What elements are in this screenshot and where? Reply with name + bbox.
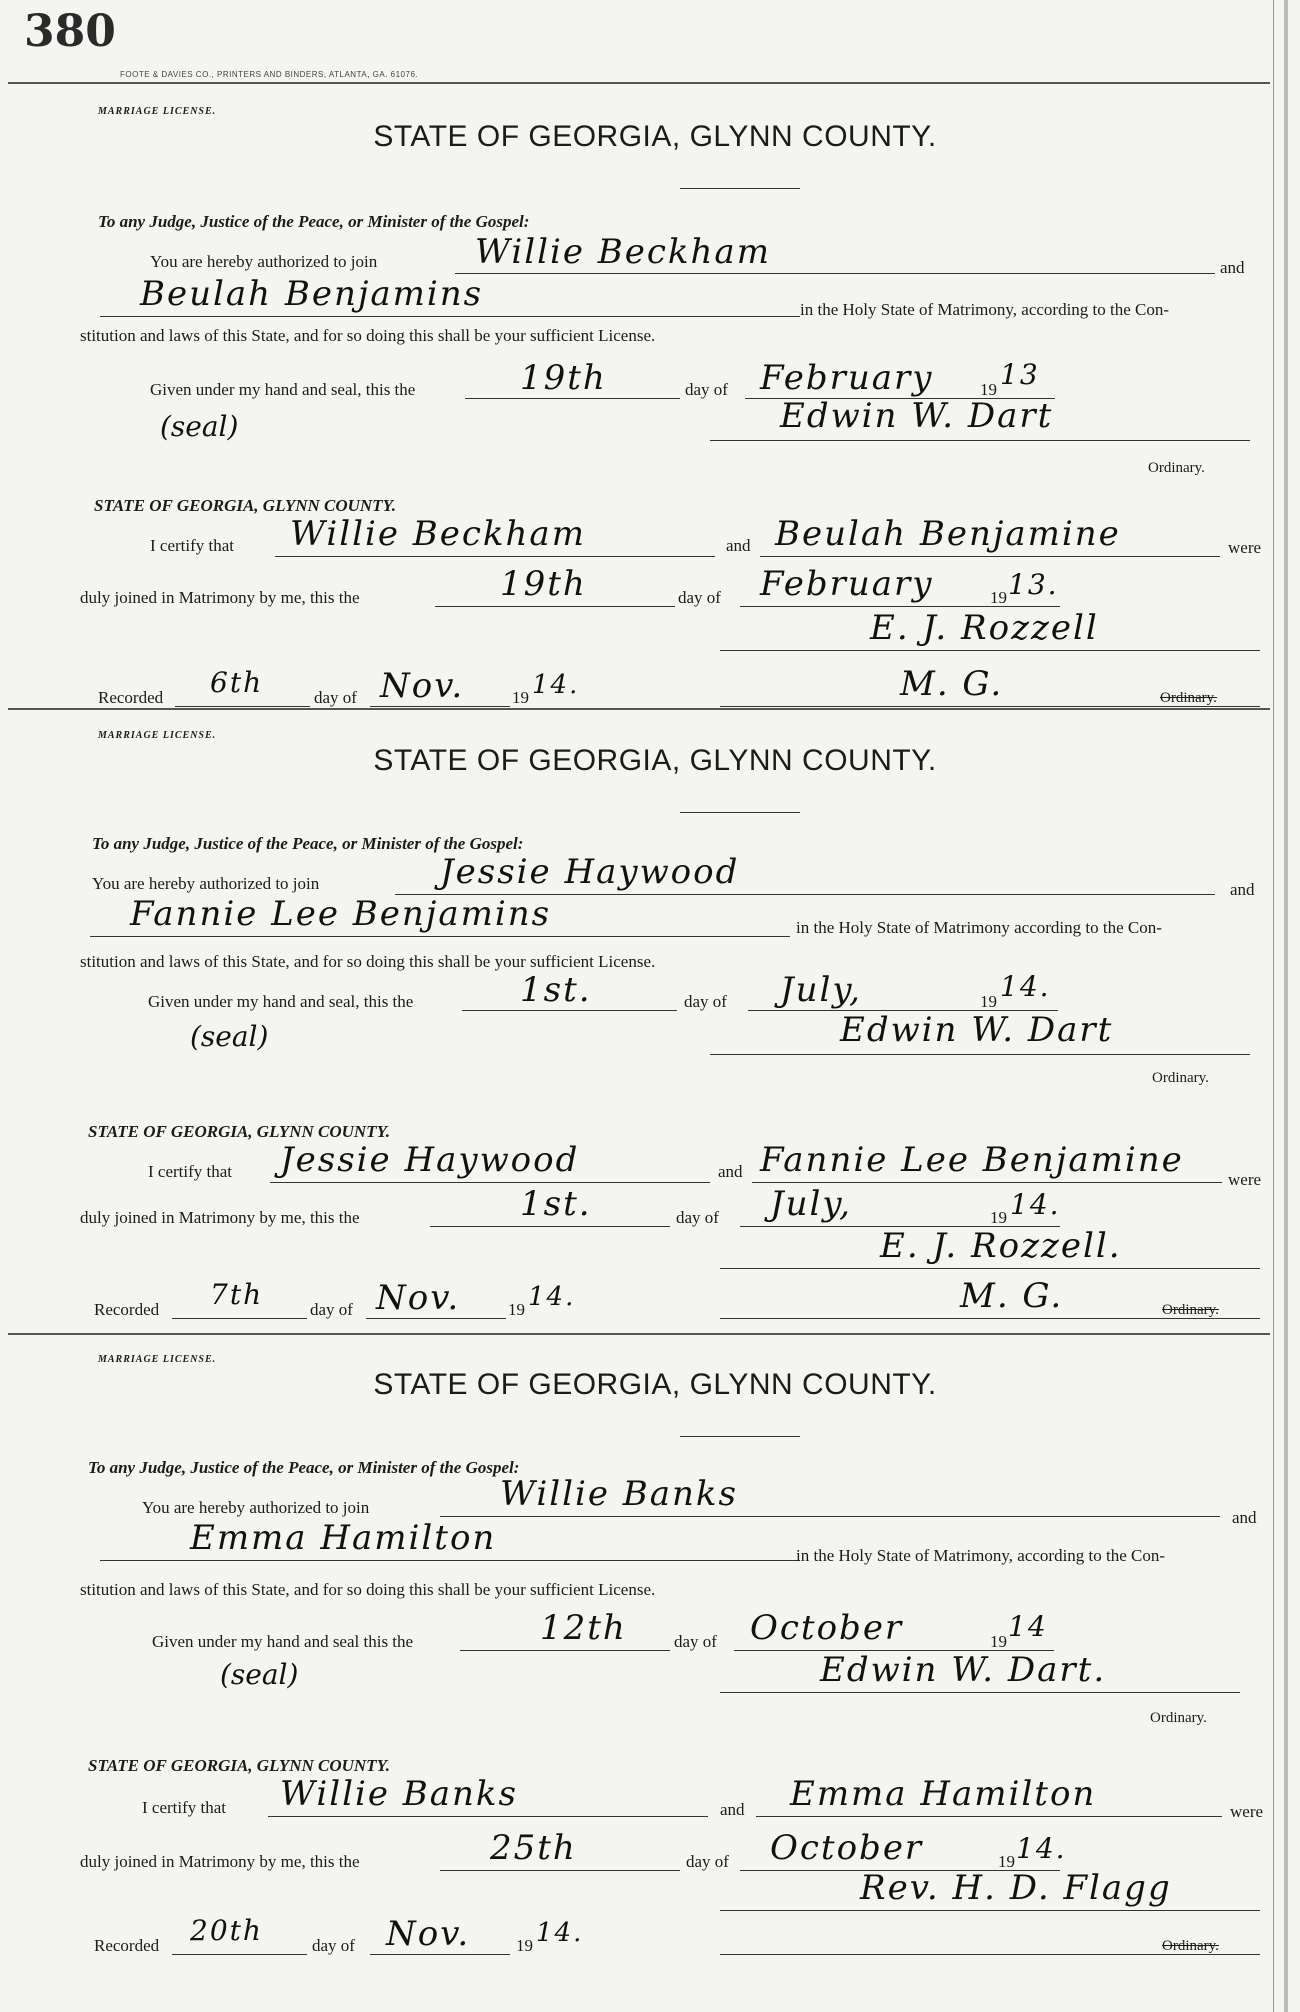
year-prefix: 19 <box>980 992 997 1011</box>
groom-blank <box>455 273 1215 274</box>
section-divider <box>8 1333 1270 1335</box>
officiant-blank <box>720 650 1260 651</box>
license-year: 14 <box>1008 1610 1048 1643</box>
recorded-month: Nov. <box>386 1914 471 1954</box>
license-tag: MARRIAGE LICENSE. <box>98 730 217 741</box>
officiant-signature: E. J. Rozzell <box>870 608 1099 648</box>
cert-groom: Jessie Haywood <box>280 1140 580 1180</box>
married-day-blank <box>430 1226 670 1227</box>
groom-name: Willie Beckham <box>475 232 771 272</box>
recorded-year: 14. <box>536 1918 584 1948</box>
cert-bride-blank <box>756 1816 1222 1817</box>
recorded-day-of: day of <box>314 688 357 707</box>
salutation: To any Judge, Justice of the Peace, or Minister of the Gospel: <box>88 1458 520 1477</box>
cert-groom-blank <box>275 556 715 557</box>
married-day-of: day of <box>686 1852 729 1871</box>
officiant-title: M. G. <box>900 664 1004 704</box>
married-year-prefix: 19 <box>990 588 1007 607</box>
day-of-text: day of <box>685 380 728 399</box>
license-tag: MARRIAGE LICENSE. <box>98 106 217 117</box>
and-text: and <box>1232 1508 1257 1527</box>
recorded-year-prefix: 19 <box>508 1300 525 1319</box>
cert-bride: Fannie Lee Benjamine <box>760 1140 1184 1180</box>
and-text: and <box>1220 258 1245 277</box>
married-year-prefix: 19 <box>998 1852 1015 1871</box>
certify-text: I certify that <box>150 536 235 555</box>
recorded-text: Recorded <box>94 1936 160 1955</box>
license-day: 19th <box>520 358 607 398</box>
recorded-year-prefix: 19 <box>516 1936 533 1955</box>
recorded-text: Recorded <box>94 1300 160 1319</box>
recorded-day-of: day of <box>310 1300 353 1319</box>
bride-blank <box>90 936 790 937</box>
ordinary-label: Ordinary. <box>1148 460 1205 476</box>
recorded-day: 20th <box>190 1914 263 1947</box>
cert-and: and <box>726 536 751 555</box>
married-day-blank <box>440 1870 680 1871</box>
cert-and: and <box>720 1800 745 1819</box>
married-month-blank <box>740 606 1060 607</box>
license-tag: MARRIAGE LICENSE. <box>98 1354 217 1365</box>
stitution-text: stitution and laws of this State, and for so doing this shall be your sufficient License. <box>80 1580 656 1599</box>
recorded-month-blank <box>370 706 510 707</box>
were-text: were <box>1228 1170 1262 1189</box>
cert-bride-blank <box>760 556 1220 557</box>
authorized-text: You are hereby authorized to join <box>142 1498 370 1517</box>
recorded-text: Recorded <box>98 688 164 707</box>
salutation: To any Judge, Justice of the Peace, or Minister of the Gospel: <box>98 212 530 231</box>
married-day: 25th <box>490 1828 577 1868</box>
ordinary-signature: Edwin W. Dart <box>780 396 1054 436</box>
license-month: July, <box>780 970 862 1010</box>
certify-text: I certify that <box>148 1162 233 1181</box>
license-heading: STATE OF GEORGIA, GLYNN COUNTY. <box>373 120 937 153</box>
cert-bride: Emma Hamilton <box>790 1774 1097 1814</box>
duly-joined-text: duly joined in Matrimony by me, this the <box>80 1852 360 1871</box>
bride-blank <box>100 1560 800 1561</box>
salutation: To any Judge, Justice of the Peace, or Minister of the Gospel: <box>92 834 524 853</box>
married-day-blank <box>435 606 675 607</box>
recorded-day: 7th <box>210 1278 264 1311</box>
ordinary-label: Ordinary. <box>1150 1710 1207 1726</box>
married-year: 13. <box>1008 568 1059 601</box>
day-of-text: day of <box>674 1632 717 1651</box>
recorded-month: Nov. <box>380 666 465 706</box>
authorized-text: You are hereby authorized to join <box>92 874 320 893</box>
recorded-day-of: day of <box>312 1936 355 1955</box>
authorized-text: You are hereby authorized to join <box>150 252 378 271</box>
seal-mark: (seal) <box>160 410 239 443</box>
officiant-blank <box>720 1268 1260 1269</box>
license-day: 12th <box>540 1608 627 1648</box>
married-day: 19th <box>500 564 587 604</box>
page-edge-line <box>1273 0 1274 2012</box>
certify-text: I certify that <box>142 1798 227 1817</box>
were-text: were <box>1228 538 1262 557</box>
bride-blank <box>100 316 800 317</box>
signature-blank <box>710 440 1250 441</box>
cert-groom: Willie Banks <box>280 1774 518 1814</box>
ordinary-struck: Ordinary. <box>1160 690 1217 706</box>
license-heading: STATE OF GEORGIA, GLYNN COUNTY. <box>373 744 937 777</box>
ordinary-label: Ordinary. <box>1152 1070 1209 1086</box>
page-edge <box>1284 0 1288 2012</box>
license-heading: STATE OF GEORGIA, GLYNN COUNTY. <box>373 1368 937 1401</box>
given-text: Given under my hand and seal, this the <box>148 992 414 1011</box>
signature-blank <box>720 1692 1240 1693</box>
married-day: 1st. <box>520 1184 592 1224</box>
heading-rule <box>680 1436 800 1437</box>
recorded-year-prefix: 19 <box>512 688 529 707</box>
page-number: 380 <box>24 6 116 57</box>
ordinary-signature: Edwin W. Dart <box>840 1010 1114 1050</box>
married-year: 14. <box>1016 1832 1067 1865</box>
day-of-text: day of <box>684 992 727 1011</box>
holy-state-text: in the Holy State of Matrimony according to the Con- <box>796 918 1162 937</box>
recorded-year: 14. <box>532 670 580 700</box>
cert-heading: STATE OF GEORGIA, GLYNN COUNTY. <box>88 1122 390 1141</box>
top-rule <box>8 82 1270 84</box>
heading-rule <box>680 812 800 813</box>
recorded-month-blank <box>366 1318 506 1319</box>
license-month: October <box>750 1608 904 1648</box>
duly-joined-text: duly joined in Matrimony by me, this the <box>80 588 360 607</box>
married-month: July, <box>770 1184 852 1224</box>
married-month: February <box>760 564 934 604</box>
ordinary-struck: Ordinary. <box>1162 1302 1219 1318</box>
married-month: October <box>770 1828 924 1868</box>
groom-name: Jessie Haywood <box>440 852 740 892</box>
ordinary-struck: Ordinary. <box>1162 1938 1219 1954</box>
license-month: February <box>760 358 934 398</box>
stitution-text: stitution and laws of this State, and for so doing this shall be your sufficient License. <box>80 326 656 345</box>
bride-name: Fannie Lee Benjamins <box>130 894 552 934</box>
printer-imprint: FOOTE & DAVIES CO., PRINTERS AND BINDERS, ATLANTA, GA. 61076. <box>120 70 419 79</box>
recorded-day-blank <box>172 1954 307 1955</box>
given-text: Given under my hand and seal this the <box>152 1632 414 1651</box>
officiant-signature: Rev. H. D. Flagg <box>860 1868 1172 1908</box>
license-year: 14. <box>1000 970 1051 1003</box>
cert-heading: STATE OF GEORGIA, GLYNN COUNTY. <box>88 1756 390 1775</box>
recorded-year: 14. <box>528 1282 576 1312</box>
seal-mark: (seal) <box>190 1020 269 1053</box>
officiant-signature: E. J. Rozzell. <box>880 1226 1122 1266</box>
license-day-blank <box>462 1010 677 1011</box>
year-prefix: 19 <box>990 1632 1007 1651</box>
given-text: Given under my hand and seal, this the <box>150 380 416 399</box>
recorded-month-blank <box>370 1954 510 1955</box>
were-text: were <box>1230 1802 1264 1821</box>
and-text: and <box>1230 880 1255 899</box>
license-year: 13 <box>1000 358 1040 391</box>
married-day-of: day of <box>678 588 721 607</box>
bride-name: Beulah Benjamins <box>140 274 484 314</box>
signature-blank <box>710 1054 1250 1055</box>
stitution-text: stitution and laws of this State, and for so doing this shall be your sufficient License. <box>80 952 656 971</box>
year-prefix: 19 <box>980 380 997 399</box>
holy-state-text: in the Holy State of Matrimony, according to the Con- <box>800 300 1170 319</box>
recorded-month: Nov. <box>376 1278 461 1318</box>
cert-heading: STATE OF GEORGIA, GLYNN COUNTY. <box>94 496 396 515</box>
officiant-blank <box>720 1910 1260 1911</box>
holy-state-text: in the Holy State of Matrimony, according to the Con- <box>796 1546 1166 1565</box>
ordinary-signature: Edwin W. Dart. <box>820 1650 1107 1690</box>
seal-mark: (seal) <box>220 1658 299 1691</box>
groom-blank <box>440 1516 1220 1517</box>
cert-groom: Willie Beckham <box>290 514 586 554</box>
cert-groom-blank <box>270 1182 710 1183</box>
cert-and: and <box>718 1162 743 1181</box>
license-day-blank <box>465 398 680 399</box>
recorded-day-blank <box>175 706 310 707</box>
duly-joined-text: duly joined in Matrimony by me, this the <box>80 1208 360 1227</box>
married-year: 14. <box>1010 1188 1061 1221</box>
section-divider <box>8 708 1270 710</box>
license-day-blank <box>460 1650 670 1651</box>
cert-groom-blank <box>268 1816 708 1817</box>
cert-bride-blank <box>752 1182 1222 1183</box>
recorded-day-blank <box>172 1318 307 1319</box>
cert-bride: Beulah Benjamine <box>775 514 1121 554</box>
groom-name: Willie Banks <box>500 1474 738 1514</box>
bride-name: Emma Hamilton <box>190 1518 497 1558</box>
heading-rule <box>680 188 800 189</box>
officiant-title: M. G. <box>960 1276 1064 1316</box>
married-day-of: day of <box>676 1208 719 1227</box>
recorded-day: 6th <box>210 666 264 699</box>
license-day: 1st. <box>520 970 592 1010</box>
married-year-prefix: 19 <box>990 1208 1007 1227</box>
